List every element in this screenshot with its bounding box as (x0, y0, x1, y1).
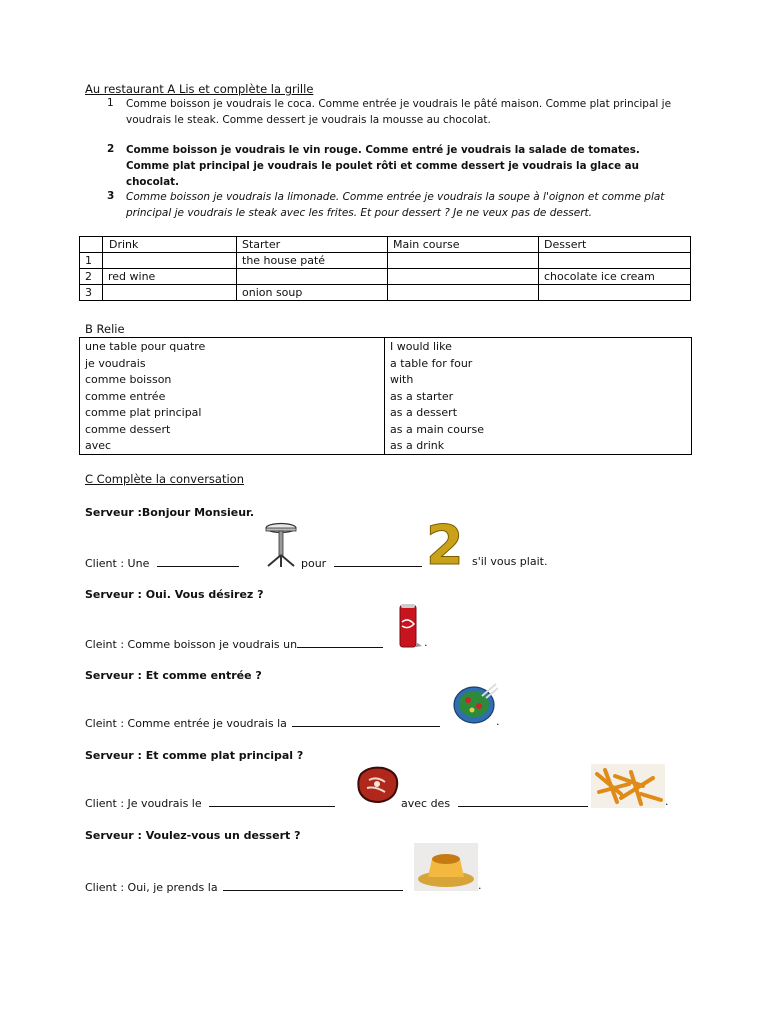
grid-cell: onion soup (237, 285, 388, 301)
relie-left-item: comme plat principal (85, 406, 202, 419)
grid-header-cell: Starter (237, 237, 388, 253)
relie-left-item: comme boisson (85, 373, 172, 386)
client-line-2 (85, 636, 383, 651)
relie-right-item: as a main course (390, 422, 484, 436)
blank-table[interactable] (157, 555, 239, 567)
item-2-text: Comme boisson je voudrais le vin rouge. Comme entré je voudrais la salade de tomates. Comme plat principal je voudrais le poulet rôti et comme dessert je voudrais la glace au chocolat. (126, 144, 640, 188)
client-4-prefix: Client : Je voudrais le (85, 797, 202, 810)
client-line-1b (301, 555, 422, 570)
blank-drink[interactable] (297, 636, 383, 648)
client-line-3 (85, 715, 440, 730)
svg-text:2: 2 (426, 518, 464, 568)
grid-cell: chocolate ice cream (539, 269, 691, 285)
serveur-line-1: Serveur :Bonjour Monsieur. (85, 506, 255, 519)
serveur-line-4: Serveur : Et comme plat principal ? (85, 749, 304, 762)
grid-cell (103, 285, 237, 301)
relie-right-item: I would like (390, 340, 452, 353)
grid-row (80, 269, 691, 285)
grid-cell (237, 269, 388, 285)
item-3-number: 3 (107, 190, 115, 202)
relie-left-item: comme dessert (85, 422, 171, 436)
relie-right-item: with (390, 373, 414, 386)
client-line-4 (85, 795, 335, 810)
serveur-line-5: Serveur : Voulez-vous un dessert ? (85, 829, 301, 842)
relie-divider (384, 338, 385, 454)
fries-picture (591, 764, 665, 808)
client-5-suffix: . (478, 879, 482, 892)
client-5-prefix: Client : Oui, je prends la (85, 881, 218, 894)
relie-left-column (85, 339, 205, 455)
grid-cell: the house paté (237, 253, 388, 269)
steak-picture (355, 764, 401, 806)
relie-left-item: je voudrais (85, 356, 146, 370)
section-b-title: B Relie (85, 322, 125, 336)
grid-cell (539, 285, 691, 301)
client-line-4b (401, 795, 588, 810)
client-2-suffix: . (424, 636, 428, 649)
item-1-text: Comme boisson je voudrais le coca. Comme entrée je voudrais le pâté maison. Comme plat principal je voudrais le steak. Comme dessert je voudrais la mousse au chocolat. (126, 98, 672, 126)
relie-right-item: as a starter (390, 389, 454, 403)
grid-header-cell (80, 237, 103, 253)
number-two-picture (424, 518, 466, 568)
relie-right-column (390, 339, 484, 455)
relie-right-item: as a drink (390, 439, 445, 452)
serveur-line-2: Serveur : Oui. Vous désirez ? (85, 588, 264, 601)
item-2-number: 2 (107, 143, 115, 155)
client-3-prefix: Cleint : Comme entrée je voudrais la (85, 717, 287, 730)
grid-cell: 2 (80, 269, 103, 285)
flan-picture (414, 843, 478, 891)
coke-can-picture (397, 602, 423, 650)
blank-side[interactable] (458, 795, 588, 807)
grid-header-cell: Dessert (539, 237, 691, 253)
grid-cell: red wine (103, 269, 237, 285)
blank-number[interactable] (334, 555, 422, 567)
grid-cell (539, 253, 691, 269)
client-line-1 (85, 555, 239, 570)
grid-header-cell: Drink (103, 237, 237, 253)
blank-main[interactable] (209, 795, 335, 807)
relie-left-item: avec (85, 439, 112, 452)
relie-right-item: as a dessert (390, 406, 458, 419)
client-4-suffix: . (665, 795, 669, 808)
relie-box (79, 337, 692, 455)
grid-cell (388, 253, 539, 269)
grid-row (80, 253, 691, 269)
item-3-text: Comme boisson je voudrais la limonade. Comme entrée je voudrais la soupe à l'oignon et comme plat principal je voudrais le steak avec les frites. Et pour dessert ? Je ne veux pas de dessert. (126, 191, 665, 219)
grid-header-cell: Main course (388, 237, 539, 253)
grid-cell (103, 253, 237, 269)
client-1-pour: pour (301, 557, 327, 570)
blank-starter[interactable] (292, 715, 440, 727)
section-c-title: C Complète la conversation (85, 472, 244, 486)
salad-bowl-picture (452, 682, 498, 726)
client-3-suffix: . (496, 715, 500, 728)
table-picture (262, 522, 300, 568)
client-line-5 (85, 879, 403, 894)
client-1-suffix: s'il vous plait. (472, 555, 548, 568)
client-4-avec: avec des (401, 797, 451, 810)
grid-cell: 1 (80, 253, 103, 269)
client-2-prefix: Cleint : Comme boisson je voudrais un (85, 638, 298, 651)
blank-dessert[interactable] (223, 879, 403, 891)
grid-cell (388, 285, 539, 301)
relie-left-item: une table pour quatre (85, 340, 206, 353)
grid-header-row (80, 237, 691, 253)
relie-right-item: a table for four (390, 356, 473, 370)
relie-left-item: comme entrée (85, 389, 166, 403)
grid-cell: 3 (80, 285, 103, 301)
section-a-title: Au restaurant A Lis et complète la grille (85, 82, 314, 96)
grid-table (79, 236, 691, 301)
client-1-prefix: Client : Une (85, 557, 150, 570)
grid-cell (388, 269, 539, 285)
serveur-line-3: Serveur : Et comme entrée ? (85, 669, 262, 682)
grid-row (80, 285, 691, 301)
item-1-number: 1 (107, 97, 114, 109)
